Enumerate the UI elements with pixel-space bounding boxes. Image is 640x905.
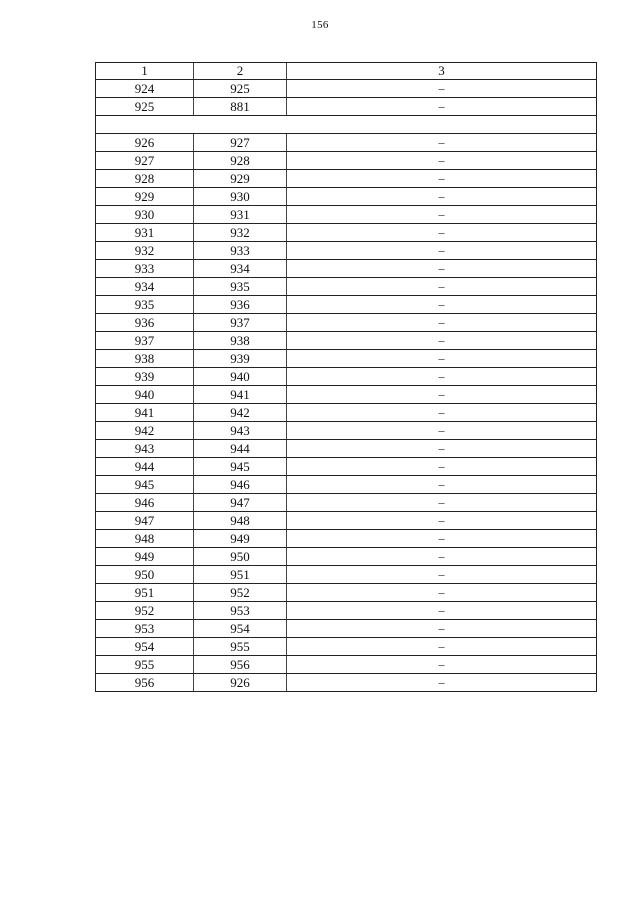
table-cell-col3: – [438, 639, 445, 653]
table-cell-col2: 936 [194, 296, 287, 313]
table-cell-col3: – [438, 567, 445, 581]
table-cell-col2: 938 [194, 332, 287, 349]
table-cell-col1: 936 [96, 314, 194, 331]
table-cell-col2: 930 [194, 188, 287, 205]
table-cell-col3: – [438, 279, 445, 293]
table-row [96, 404, 596, 422]
table-cell-col3: – [438, 513, 445, 527]
table-row [96, 80, 596, 98]
table-cell-col2: 929 [194, 170, 287, 187]
table-cell-col1: 939 [96, 368, 194, 385]
table-cell-col3: – [438, 81, 445, 95]
table-row [96, 350, 596, 368]
table-cell-col1: 927 [96, 152, 194, 169]
table-header-row [96, 63, 596, 80]
table-cell-col3: – [438, 333, 445, 347]
table-cell-col2: 925 [194, 80, 287, 97]
table-cell-col2: 937 [194, 314, 287, 331]
table-group-2 [96, 134, 596, 692]
table-row [96, 548, 596, 566]
table-cell-col3: – [438, 585, 445, 599]
page-number: 156 [311, 19, 329, 31]
table-cell-col3: – [438, 495, 445, 509]
table-cell-col3: – [438, 153, 445, 167]
table-row [96, 584, 596, 602]
table-cell-col1: 944 [96, 458, 194, 475]
table-cell-col2: 953 [194, 602, 287, 619]
table-cell-col3: – [438, 603, 445, 617]
table-cell-col2: 927 [194, 134, 287, 151]
table-row [96, 458, 596, 476]
table-cell-col1: 938 [96, 350, 194, 367]
table-cell-col2: 932 [194, 224, 287, 241]
table-cell-col1: 928 [96, 170, 194, 187]
table-cell-col2: 931 [194, 206, 287, 223]
table-cell-col2: 944 [194, 440, 287, 457]
table-row [96, 98, 596, 116]
table-row [96, 206, 596, 224]
table-cell-col1: 937 [96, 332, 194, 349]
table-cell-col3: – [438, 135, 445, 149]
table-cell-col3: – [438, 189, 445, 203]
table-cell-col1: 951 [96, 584, 194, 601]
table-cell-col3: – [438, 297, 445, 311]
table-cell-col3: – [438, 531, 445, 545]
table-cell-col1: 931 [96, 224, 194, 241]
table-cell-col3: – [438, 387, 445, 401]
table-cell-col2: 941 [194, 386, 287, 403]
table-row [96, 530, 596, 548]
table-cell-col2: 947 [194, 494, 287, 511]
table-cell-col3: – [438, 207, 445, 221]
table-cell-col2: 943 [194, 422, 287, 439]
table-cell-col2: 955 [194, 638, 287, 655]
table-cell-col3: – [438, 423, 445, 437]
table-cell-col1: 940 [96, 386, 194, 403]
table-row [96, 278, 596, 296]
table-separator-row [96, 116, 596, 134]
table-cell-col2: 942 [194, 404, 287, 421]
table-group-1 [96, 80, 596, 116]
table-cell-col2: 940 [194, 368, 287, 385]
table-cell-col1: 924 [96, 80, 194, 97]
table-cell-col1: 955 [96, 656, 194, 673]
table-row [96, 332, 596, 350]
table-row [96, 422, 596, 440]
table-row [96, 566, 596, 584]
data-table [95, 62, 597, 692]
table-row [96, 476, 596, 494]
table-cell-col1: 948 [96, 530, 194, 547]
table-row [96, 638, 596, 656]
table-cell-col1: 949 [96, 548, 194, 565]
table-row [96, 260, 596, 278]
table-cell-col3: – [438, 441, 445, 455]
table-row [96, 224, 596, 242]
table-row [96, 620, 596, 638]
table-cell-col1: 926 [96, 134, 194, 151]
table-cell-col2: 928 [194, 152, 287, 169]
table-cell-col2: 945 [194, 458, 287, 475]
table-cell-col3: – [438, 477, 445, 491]
table-cell-col2: 948 [194, 512, 287, 529]
table-cell-col1: 934 [96, 278, 194, 295]
table-row [96, 368, 596, 386]
table-cell-col2: 951 [194, 566, 287, 583]
table-cell-col3: – [438, 405, 445, 419]
table-cell-col1: 942 [96, 422, 194, 439]
table-cell-col1: 933 [96, 260, 194, 277]
table-cell-col1: 946 [96, 494, 194, 511]
table-row [96, 674, 596, 692]
table-cell-col2: 935 [194, 278, 287, 295]
table-row [96, 296, 596, 314]
table-cell-col2: 926 [194, 674, 287, 691]
table-cell-col3: – [438, 675, 445, 689]
table-cell-col1: 925 [96, 98, 194, 115]
table-cell-col3: – [438, 459, 445, 473]
table-cell-col1: 929 [96, 188, 194, 205]
table-row [96, 494, 596, 512]
table-row [96, 440, 596, 458]
table-row [96, 512, 596, 530]
table-row [96, 386, 596, 404]
table-cell-col1: 930 [96, 206, 194, 223]
table-cell-col3: – [438, 657, 445, 671]
table-row [96, 170, 596, 188]
table-cell-col2: 939 [194, 350, 287, 367]
table-cell-col1: 950 [96, 566, 194, 583]
table-cell-col2: 952 [194, 584, 287, 601]
table-cell-col2: 956 [194, 656, 287, 673]
table-cell-col1: 932 [96, 242, 194, 259]
table-cell-col1: 956 [96, 674, 194, 691]
table-cell-col3: – [438, 621, 445, 635]
table-cell-col1: 952 [96, 602, 194, 619]
table-cell-col2: 949 [194, 530, 287, 547]
table-cell-col2: 934 [194, 260, 287, 277]
table-cell-col3: – [438, 99, 445, 113]
table-cell-col2: 950 [194, 548, 287, 565]
table-cell-col2: 881 [194, 98, 287, 115]
table-cell-col3: – [438, 225, 445, 239]
column-header-3: 3 [438, 63, 445, 78]
table-cell-col3: – [438, 261, 445, 275]
table-cell-col3: – [438, 243, 445, 257]
table-cell-col1: 935 [96, 296, 194, 313]
column-header-2: 2 [194, 63, 287, 79]
table-row [96, 602, 596, 620]
table-row [96, 134, 596, 152]
table-cell-col2: 954 [194, 620, 287, 637]
table-cell-col1: 943 [96, 440, 194, 457]
table-row [96, 656, 596, 674]
table-row [96, 242, 596, 260]
table-cell-col3: – [438, 351, 445, 365]
table-row [96, 188, 596, 206]
column-header-1: 1 [96, 63, 194, 79]
table-cell-col1: 953 [96, 620, 194, 637]
table-cell-col3: – [438, 171, 445, 185]
table-row [96, 314, 596, 332]
table-cell-col3: – [438, 549, 445, 563]
table-cell-col2: 946 [194, 476, 287, 493]
table-cell-col1: 941 [96, 404, 194, 421]
table-row [96, 152, 596, 170]
table-cell-col2: 933 [194, 242, 287, 259]
table-cell-col1: 954 [96, 638, 194, 655]
table-cell-col1: 945 [96, 476, 194, 493]
table-cell-col1: 947 [96, 512, 194, 529]
table-cell-col3: – [438, 369, 445, 383]
table-cell-col3: – [438, 315, 445, 329]
